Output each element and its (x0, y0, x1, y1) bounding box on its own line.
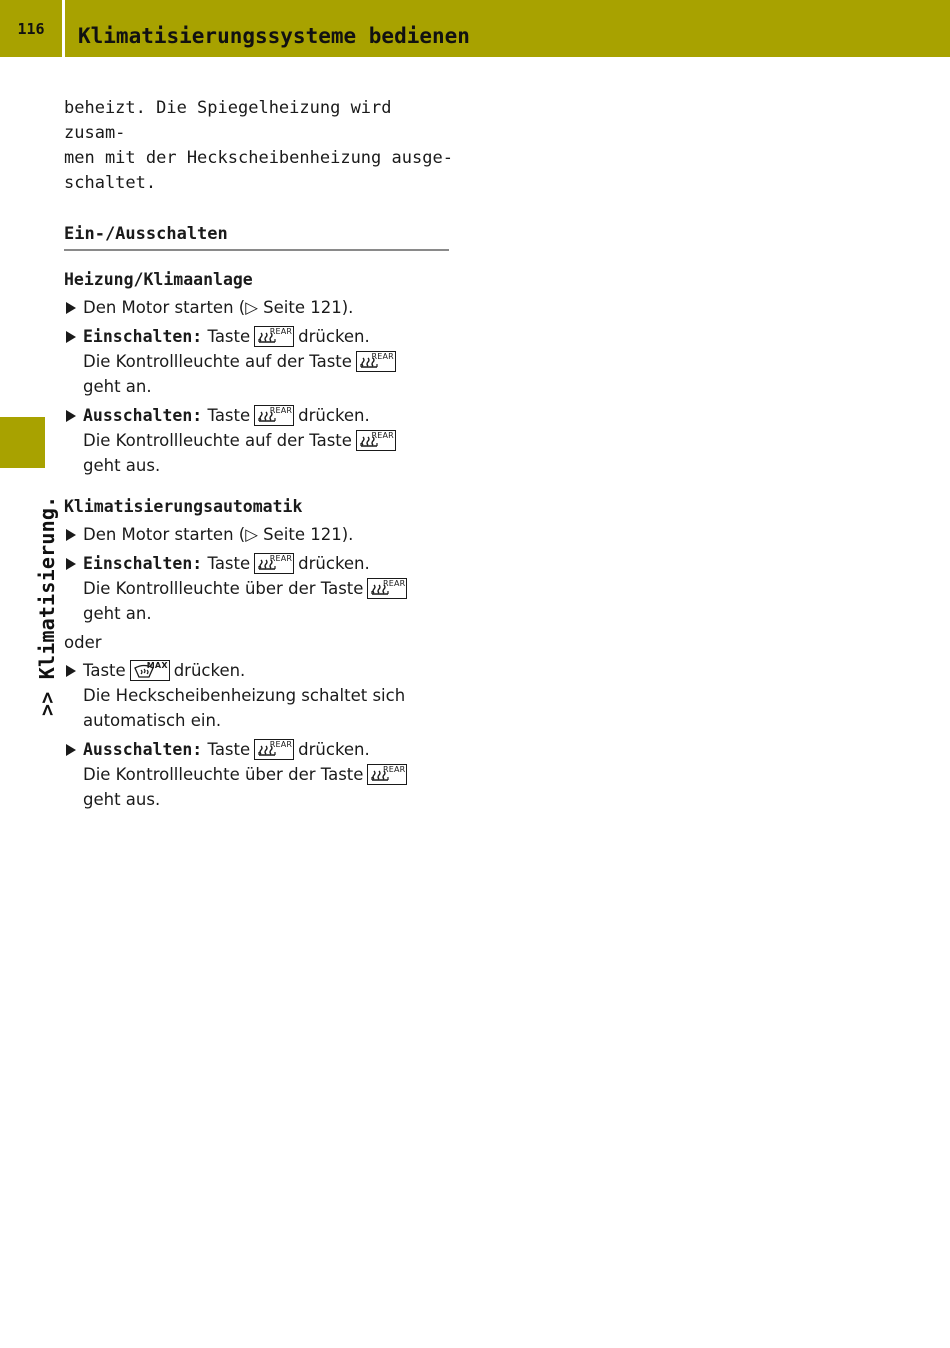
step-text: Die Kontrollleuchte auf der Taste (83, 431, 352, 450)
step-text: drücken. (173, 661, 246, 680)
step-arrow-icon (66, 529, 76, 541)
step-text: geht aus. (83, 790, 161, 809)
step-text: Den Motor starten (▷ Seite 121). (83, 298, 354, 317)
step-text: Taste (207, 740, 251, 759)
rear-defrost-button-icon: REAR (356, 430, 396, 451)
step-label: Einschalten: (83, 554, 203, 573)
rear-defrost-button-icon: REAR (254, 553, 294, 574)
step-text: Taste (207, 406, 251, 425)
rear-defrost-button-icon: REAR (367, 764, 407, 785)
step-label: Ausschalten: (83, 740, 203, 759)
step-text: geht an. (83, 604, 152, 623)
step-arrow-icon (66, 410, 76, 422)
rear-defrost-button-icon: REAR (254, 405, 294, 426)
side-tab-marker (0, 417, 45, 468)
rear-defrost-button-icon: REAR (356, 351, 396, 372)
main-content (64, 96, 454, 816)
step-text: drücken. (298, 554, 370, 573)
step-text: drücken. (298, 406, 370, 425)
step-text: Die Kontrollleuchte über der Taste (83, 579, 364, 598)
intro-paragraph: beheizt. Die Spiegelheizung wird zusam- men mit der Heckscheibenheizung ausge- schaltet. (64, 98, 453, 193)
step-arrow-icon (66, 558, 76, 570)
step-text: Taste (207, 554, 251, 573)
header-divider (62, 0, 65, 57)
step-arrow-icon (66, 302, 76, 314)
rear-defrost-button-icon: REAR (367, 578, 407, 599)
step-arrow-icon (66, 331, 76, 343)
subheading-heizung: Heizung/Klimaanlage (64, 270, 253, 289)
step-ausschalten (64, 403, 454, 478)
step-label: Ausschalten: (83, 406, 203, 425)
step-text: drücken. (298, 740, 370, 759)
or-text: oder (64, 633, 102, 652)
step-motor-start (64, 295, 454, 320)
step-text: Die Kontrollleuchte auf der Taste (83, 352, 352, 371)
step-label: Einschalten: (83, 327, 203, 346)
page-title: Klimatisierungssysteme bedienen (78, 24, 470, 48)
chapter-label: >> Klimatisierung. (35, 495, 59, 716)
step-text: Die Kontrollleuchte über der Taste (83, 765, 364, 784)
rear-defrost-button-icon: REAR (254, 326, 294, 347)
step-motor-start (64, 522, 454, 547)
section-heading: Ein-/Ausschalten (64, 222, 449, 251)
step-text: Die Heckscheibenheizung schaltet sich (83, 686, 406, 705)
step-text: geht aus. (83, 456, 161, 475)
step-text: geht an. (83, 377, 152, 396)
step-text: Den Motor starten (▷ Seite 121). (83, 525, 354, 544)
step-max-button (64, 658, 454, 733)
step-text: Taste (207, 327, 251, 346)
step-einschalten (64, 551, 454, 626)
rear-defrost-button-icon: REAR (254, 739, 294, 760)
max-defrost-button-icon: MAX (130, 660, 170, 681)
page-number: 116 (17, 19, 45, 38)
step-ausschalten (64, 737, 454, 812)
step-arrow-icon (66, 744, 76, 756)
step-arrow-icon (66, 665, 76, 677)
step-einschalten (64, 324, 454, 399)
step-text: automatisch ein. (83, 711, 222, 730)
step-text: Taste (83, 661, 126, 680)
step-text: drücken. (298, 327, 370, 346)
subheading-automatik: Klimatisierungsautomatik (64, 497, 303, 516)
